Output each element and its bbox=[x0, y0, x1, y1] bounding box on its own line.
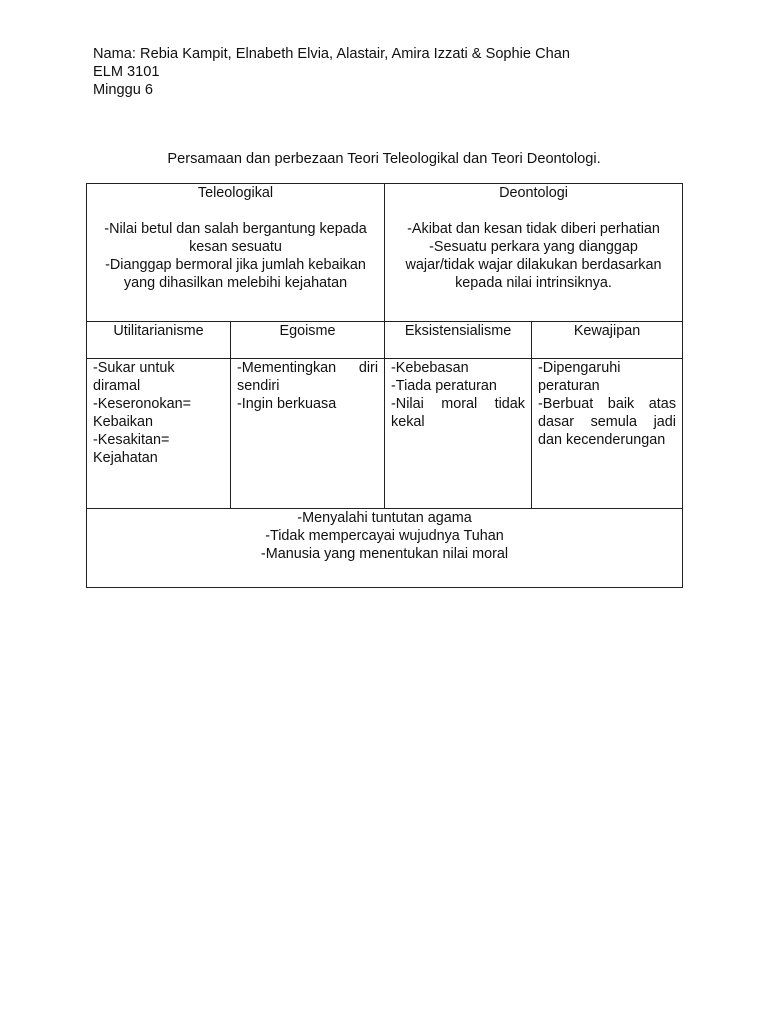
point-text: diramal bbox=[93, 378, 141, 394]
deontological-heading: Deontologi bbox=[499, 185, 568, 201]
common-point: -Manusia yang menentukan nilai moral bbox=[260, 546, 509, 562]
subtheory-name-duty: Kewajipan bbox=[532, 322, 683, 359]
deontological-line: kepada nilai intrinsiknya. bbox=[455, 275, 612, 291]
names-line: Nama: Rebia Kampit, Elnabeth Elvia, Alastair, Amira Izzati & Sophie Chan bbox=[93, 46, 570, 62]
utilitarianism-points bbox=[87, 359, 231, 509]
point-text: -Dipengaruhi peraturan bbox=[538, 360, 621, 394]
week-label: Minggu 6 bbox=[93, 82, 154, 98]
deontological-line: -Sesuatu perkara yang dianggap bbox=[429, 239, 638, 255]
point-text: -Berbuat baik atas dasar semula jadi dan kecenderungan bbox=[538, 396, 677, 448]
teleological-line: yang dihasilkan melebihi kejahatan bbox=[123, 275, 348, 291]
teleological-heading: Teleologikal bbox=[197, 185, 274, 201]
point-text: Kejahatan bbox=[93, 450, 158, 466]
point-text: -Kesakitan= bbox=[93, 432, 170, 448]
point-text: -Tiada peraturan bbox=[391, 378, 497, 394]
existentialism-points bbox=[385, 359, 532, 509]
deontological-line: wajar/tidak wajar dilakukan berdasarkan bbox=[405, 257, 662, 273]
comparison-table bbox=[86, 183, 683, 588]
egoism-points bbox=[231, 359, 385, 509]
common-point: -Tidak mempercayai wujudnya Tuhan bbox=[265, 528, 504, 544]
duty-points bbox=[532, 359, 683, 509]
point-text: -Ingin berkuasa bbox=[237, 396, 337, 412]
subtheory-detail-row bbox=[87, 359, 683, 509]
course-code: ELM 3101 bbox=[93, 64, 160, 80]
common-point: -Menyalahi tuntutan agama bbox=[297, 510, 472, 526]
point-text: Kebaikan bbox=[93, 414, 154, 430]
teleological-line: kesan sesuatu bbox=[189, 239, 282, 255]
subtheory-name-utilitarianism: Utilitarianisme bbox=[87, 322, 231, 359]
point-text: -Mementingkan diri sendiri bbox=[237, 360, 379, 394]
point-text: -Nilai moral tidak kekal bbox=[391, 396, 526, 430]
deontological-cell bbox=[385, 184, 683, 322]
subtheory-name-existentialism: Eksistensialisme bbox=[385, 322, 532, 359]
theory-row bbox=[87, 184, 683, 322]
teleological-line: -Dianggap bermoral jika jumlah kebaikan bbox=[105, 257, 366, 273]
point-text: -Keseronokan= bbox=[93, 396, 192, 412]
common-row bbox=[87, 509, 683, 588]
subtheory-name-row bbox=[87, 322, 683, 359]
deontological-line: -Akibat dan kesan tidak diberi perhatian bbox=[407, 221, 660, 237]
point-text: -Kebebasan bbox=[391, 360, 469, 376]
document-header bbox=[93, 45, 570, 99]
subtheory-name-egoism: Egoisme bbox=[231, 322, 385, 359]
teleological-cell bbox=[87, 184, 385, 322]
point-text: -Sukar untuk bbox=[93, 360, 175, 376]
common-points-cell bbox=[87, 509, 683, 588]
document-title: Persamaan dan perbezaan Teori Teleologikal dan Teori Deontologi. bbox=[167, 151, 601, 167]
teleological-line: -Nilai betul dan salah bergantung kepada bbox=[104, 221, 367, 237]
